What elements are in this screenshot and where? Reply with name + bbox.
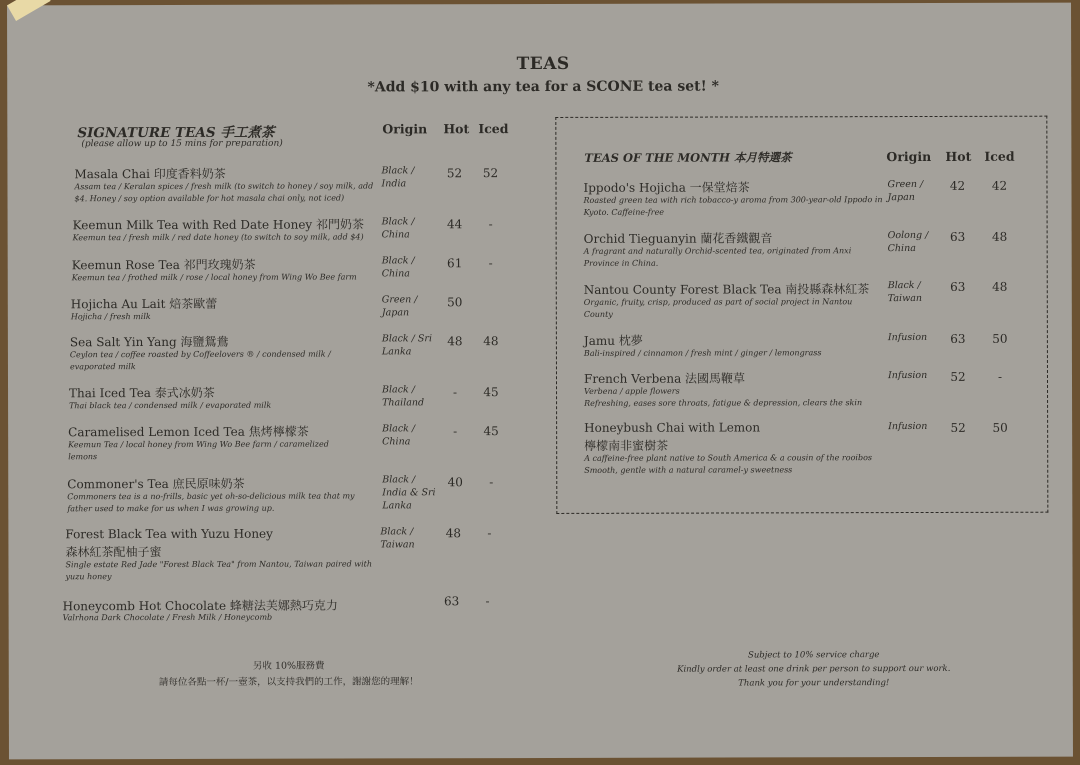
item-hot-price: 63: [950, 331, 966, 346]
item-name-chinese: 檸檬南非蜜樹茶: [584, 438, 669, 453]
item-hot-price: 48: [445, 526, 462, 541]
item-desc: Bali-inspired / cinnamon / fresh mint / ginger / lemongrass: [583, 348, 822, 358]
item-name: Forest Black Tea with Yuzu Honey: [65, 526, 273, 542]
item-hot-price: -: [453, 424, 458, 439]
footer-order-note-chinese: 請每位各點一杯/一壺茶，以支持我們的工作，謝謝您的理解！: [158, 676, 419, 688]
item-origin: Black / Taiwan: [887, 280, 923, 305]
item-origin: Black / China: [381, 216, 415, 241]
item-iced-price: -: [997, 369, 1003, 384]
item-name: Commoner's Tea 庶民原味奶茶: [67, 476, 245, 492]
page-subtitle: *Add $10 with any tea for a SCONE tea set! *: [367, 78, 719, 96]
item-hot-price: 52: [950, 369, 966, 384]
item-iced-price: -: [485, 594, 490, 609]
menu-paper: [7, 3, 1073, 760]
signature-heading: SIGNATURE TEAS 手工煮茶: [77, 124, 275, 142]
item-origin: Black / India & Sri Lanka: [382, 474, 436, 512]
item-name-chinese: 森林紅茶配柚子蜜: [65, 544, 162, 560]
item-iced-price: 48: [483, 334, 499, 349]
item-hot-price: 52: [950, 420, 966, 435]
page-title: TEAS: [516, 53, 570, 75]
item-name: Orchid Tieguanyin 蘭花香鐵觀音: [583, 231, 773, 246]
item-desc: Keemun Tea / local honey from Wing Wo Bee farm / caramelized lemons: [68, 439, 329, 462]
item-iced-price: -: [488, 256, 493, 271]
item-origin: Black / China: [382, 423, 416, 448]
item-iced-price: 50: [992, 420, 1008, 435]
item-desc: Organic, fruity, crisp, produced as part of social project in Nantou County: [583, 297, 853, 319]
item-iced-price: 45: [483, 424, 499, 439]
footer-service-charge-chinese: 另收 10%服務費: [252, 660, 325, 672]
item-name: Jamu 枕夢: [583, 333, 643, 348]
item-desc: Roasted green tea with rich tobacco-y aroma from 300-year-old Ippodo in Kyoto. Caffeine-free: [583, 195, 883, 217]
item-desc: Keemun tea / fresh milk / red date honey (to switch to soy milk, add $4): [72, 232, 364, 243]
item-hot-price: 44: [446, 217, 463, 232]
item-desc: A caffeine-free plant native to South America & a cousin of the rooibos: [584, 453, 873, 463]
item-origin: Green / Japan: [887, 178, 924, 204]
item-iced-price: 48: [991, 229, 1008, 244]
footer-thanks: Thank you for your understanding!: [738, 678, 890, 689]
month-col-iced: Iced: [984, 148, 1015, 164]
item-origin: Green / Japan: [381, 294, 418, 319]
item-name: Hojicha Au Lait 焙茶歐蕾: [70, 296, 218, 312]
footer-order-note: Kindly order at least one drink per person to support our work.: [677, 663, 951, 675]
item-iced-price: 45: [483, 385, 499, 400]
item-origin: Infusion: [888, 420, 928, 433]
item-hot-price: 52: [446, 166, 463, 181]
item-name: Sea Salt Yin Yang 海鹽鴛鴦: [69, 334, 229, 350]
item-desc: A fragrant and naturally Orchid-scented tea, originated from Anxi Province in China.: [583, 246, 852, 268]
item-name: Thai Iced Tea 泰式冰奶茶: [69, 385, 215, 401]
signature-note: (please allow up to 15 mins for preparation): [81, 138, 283, 150]
item-desc-2: Refreshing, eases sore throats, fatigue & depression, clears the skin: [584, 398, 863, 408]
item-desc: Verbena / apple flowers: [584, 386, 680, 396]
item-origin: Black / India: [381, 165, 415, 190]
item-name: Honeybush Chai with Lemon: [584, 420, 761, 435]
item-origin: Infusion: [887, 331, 928, 344]
item-desc-2: Smooth, gentle with a natural caramel-y sweetness: [584, 465, 793, 475]
item-desc: Single estate Red Jade "Forest Black Tea" from Nantou, Taiwan paired with yuzu honey: [65, 559, 373, 582]
item-origin: Infusion: [887, 369, 928, 382]
item-desc: Ceylon tea / coffee roasted by Coffeelovers ® / condensed milk / evaporated milk: [69, 349, 331, 372]
item-name: French Verbena 法國馬鞭草: [583, 371, 746, 386]
item-hot-price: 50: [447, 295, 463, 310]
item-name: Caramelised Lemon Iced Tea 焦烤檸檬茶: [68, 424, 309, 440]
item-hot-price: 63: [950, 279, 966, 294]
signature-col-hot: Hot: [443, 121, 470, 137]
item-origin: Oolong / China: [887, 229, 929, 255]
item-hot-price: 48: [447, 334, 463, 349]
item-iced-price: 50: [992, 331, 1008, 346]
item-iced-price: -: [489, 475, 494, 490]
month-heading: TEAS OF THE MONTH 本月特選茶: [584, 150, 792, 165]
month-col-origin: Origin: [886, 148, 932, 165]
item-name: Honeycomb Hot Chocolate 蜂糖法芙娜熱巧克力: [62, 598, 338, 614]
item-desc: Valrhona Dark Chocolate / Fresh Milk / Honeycomb: [62, 612, 273, 623]
item-origin: Black / China: [381, 255, 415, 280]
item-hot-price: 40: [447, 475, 463, 490]
item-hot-price: 61: [447, 256, 463, 271]
item-desc: Assam tea / Keralan spices / fresh milk (to switch to honey / soy milk, add $4. Honey / soy option available for hot masala chai only, not iced): [74, 181, 374, 204]
item-desc: Keemun tea / frothed milk / rose / local honey from Wing Wo Bee farm: [71, 272, 357, 283]
item-origin: Black / Taiwan: [380, 526, 415, 551]
item-iced-price: 48: [992, 279, 1008, 294]
item-hot-price: 63: [949, 229, 966, 244]
item-iced-price: 52: [482, 166, 499, 181]
item-name: Masala Chai 印度香料奶茶: [74, 166, 226, 182]
item-name: Nantou County Forest Black Tea 南投縣森林紅茶: [583, 282, 870, 297]
item-hot-price: 42: [949, 178, 966, 193]
item-iced-price: -: [487, 526, 492, 541]
signature-col-origin: Origin: [382, 121, 428, 137]
footer-service-charge: Subject to 10% service charge: [747, 650, 880, 661]
item-hot-price: 63: [443, 594, 460, 609]
paper-clip-corner: [7, 0, 51, 21]
item-hot-price: -: [452, 385, 458, 400]
item-name: Keemun Rose Tea 祁門玫瑰奶茶: [71, 257, 256, 273]
item-name: Ippodo's Hojicha 一保堂焙茶: [583, 180, 750, 195]
item-desc: Hojicha / fresh milk: [70, 312, 151, 322]
item-desc: Commoners tea is a no-frills, basic yet oh-so-delicious milk tea that my father used to make for us when I was growing up.: [67, 491, 355, 514]
item-origin: Black / Thailand: [382, 384, 425, 409]
signature-col-iced: Iced: [478, 121, 509, 137]
item-iced-price: 42: [991, 178, 1008, 193]
month-col-hot: Hot: [945, 148, 972, 164]
item-name: Keemun Milk Tea with Red Date Honey 祁門奶茶: [72, 217, 365, 233]
item-origin: Black / Sri Lanka: [381, 333, 432, 358]
item-desc: Thai black tea / condensed milk / evaporated milk: [69, 400, 272, 411]
item-iced-price: -: [488, 217, 493, 232]
